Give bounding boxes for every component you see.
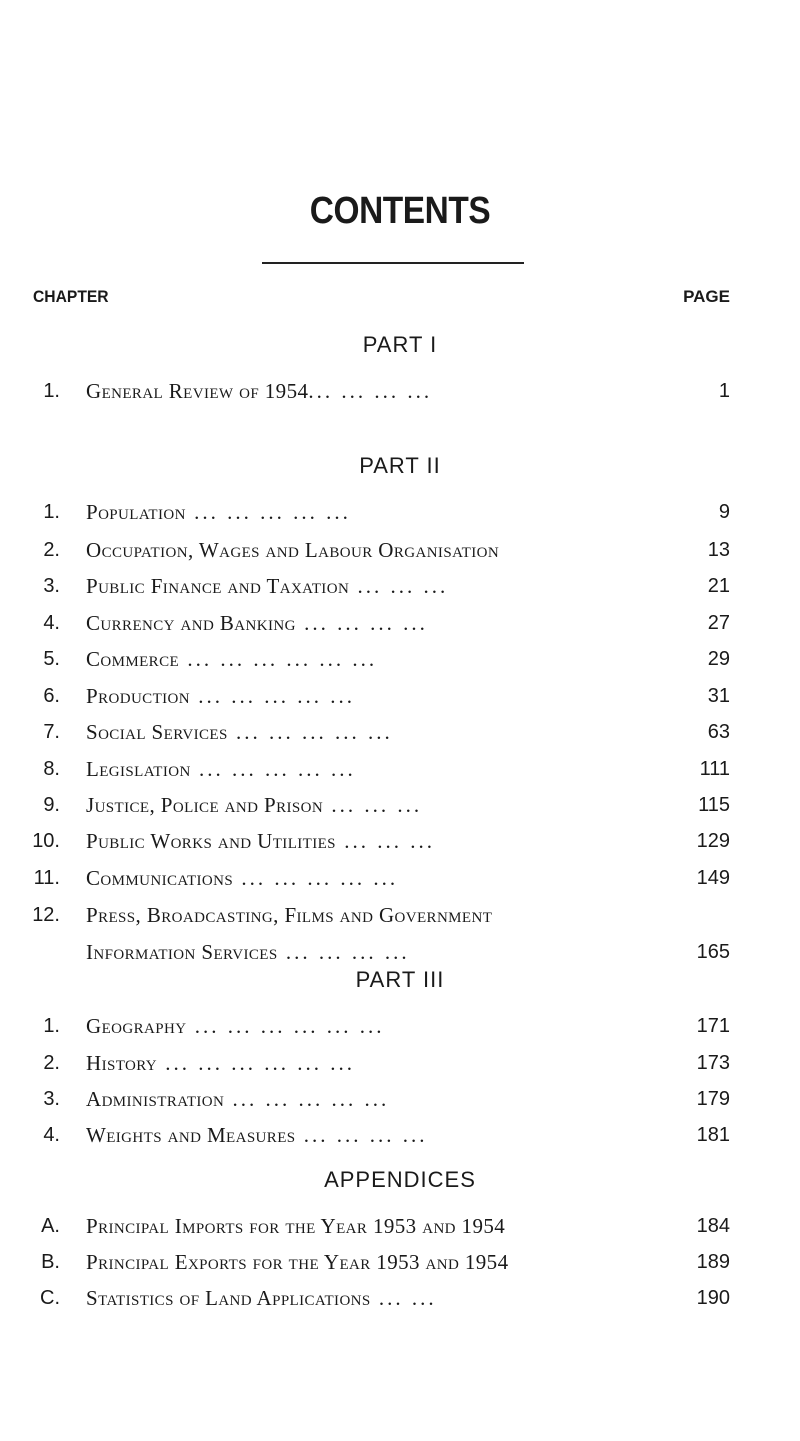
chapter-title: Information Services ... ... ... ... xyxy=(86,940,410,964)
toc-entry[interactable] xyxy=(0,375,800,407)
leader-dots: ... ... ... ... ... xyxy=(224,1087,390,1111)
leader-dots: ... ... ... xyxy=(323,793,423,817)
page-number: 179 xyxy=(696,1088,730,1110)
chapter-title: Principal Exports for the Year 1953 and 1954 xyxy=(86,1250,509,1274)
page-title: CONTENTS xyxy=(309,190,491,232)
chapter-title: Statistics of Land Applications ... ... xyxy=(86,1286,437,1310)
part-heading: PART III xyxy=(355,967,445,992)
toc-entry[interactable] xyxy=(0,789,800,821)
page-number: 111 xyxy=(699,758,730,780)
toc-entry[interactable] xyxy=(0,716,800,748)
page-number: 115 xyxy=(698,794,730,816)
page-number: 27 xyxy=(707,612,730,634)
part-heading: PART II xyxy=(359,453,441,478)
chapter-title: Occupation, Wages and Labour Organisation xyxy=(86,538,500,562)
leader-dots: ... ... ... ... ... xyxy=(190,757,356,781)
chapter-title: Communications ... ... ... ... ... xyxy=(86,866,399,890)
toc-entry[interactable] xyxy=(0,534,800,566)
leader-dots: ... ... ... ... xyxy=(295,611,428,635)
leader-dots: ... ... ... ... ... xyxy=(185,500,351,524)
chapter-title: Currency and Banking ... ... ... ... xyxy=(86,611,428,635)
part-heading: APPENDICES xyxy=(324,1167,476,1192)
chapter-number: 9. xyxy=(43,794,60,816)
chapter-title: Press, Broadcasting, Films and Government xyxy=(86,903,493,927)
toc-entry[interactable] xyxy=(0,936,800,968)
page-number: 31 xyxy=(707,685,730,707)
page-number: 173 xyxy=(696,1052,730,1074)
chapter-number: 8. xyxy=(43,758,60,780)
page-number: 189 xyxy=(696,1251,730,1273)
chapter-title: Social Services ... ... ... ... ... xyxy=(86,720,393,744)
chapter-number: 2. xyxy=(43,1052,60,1074)
chapter-title: Commerce ... ... ... ... ... ... xyxy=(86,647,378,671)
leader-dots: ... ... ... ... ... xyxy=(190,684,356,708)
leader-dots: ... ... ... ... xyxy=(308,379,433,403)
page-number: 1 xyxy=(718,380,730,402)
chapter-title: Public Finance and Taxation ... ... ... xyxy=(86,574,449,598)
toc-entry[interactable] xyxy=(0,570,800,602)
title-rule xyxy=(262,262,524,264)
chapter-number: 3. xyxy=(43,575,60,597)
chapter-title: Weights and Measures ... ... ... ... xyxy=(86,1123,428,1147)
page-number: 171 xyxy=(696,1015,730,1037)
part-heading: PART I xyxy=(362,332,438,357)
chapter-number: 7. xyxy=(43,721,60,743)
toc-entry[interactable] xyxy=(0,680,800,712)
toc-entry[interactable] xyxy=(0,1010,800,1042)
page-number: 29 xyxy=(707,648,730,670)
leader-dots: ... ... ... ... ... xyxy=(227,720,393,744)
chapter-title: Administration ... ... ... ... ... xyxy=(86,1087,390,1111)
page-number: 184 xyxy=(696,1215,730,1237)
leader-dots: ... ... xyxy=(370,1286,437,1310)
chapter-title: Production ... ... ... ... ... xyxy=(86,684,356,708)
chapter-title: General Review of 1954... ... ... ... xyxy=(86,379,433,403)
chapter-title: Public Works and Utilities ... ... ... xyxy=(86,829,435,853)
leader-dots: ... ... ... ... ... xyxy=(233,866,399,890)
toc-entry[interactable] xyxy=(0,1047,800,1079)
leader-dots: ... ... ... xyxy=(335,829,435,853)
chapter-number: 1. xyxy=(43,380,60,402)
toc-entry[interactable] xyxy=(0,1210,800,1242)
toc-entry[interactable] xyxy=(0,607,800,639)
page-number: 181 xyxy=(696,1124,730,1146)
leader-dots: ... ... ... ... ... ... xyxy=(179,647,378,671)
chapter-number: 12. xyxy=(32,904,60,926)
page-number: 129 xyxy=(696,830,730,852)
toc-entry[interactable] xyxy=(0,1282,800,1314)
toc-entry[interactable] xyxy=(0,753,800,785)
chapter-number: 4. xyxy=(43,1124,60,1146)
toc-entry[interactable] xyxy=(0,496,800,528)
chapter-number: 2. xyxy=(43,539,60,561)
chapter-number: A. xyxy=(41,1215,60,1237)
page-number: 63 xyxy=(707,721,730,743)
chapter-number: 4. xyxy=(43,612,60,634)
chapter-column-header: CHAPTER xyxy=(33,287,109,306)
chapter-title: Geography ... ... ... ... ... ... xyxy=(86,1014,385,1038)
leader-dots: ... ... ... ... ... ... xyxy=(157,1051,356,1075)
leader-dots: ... ... ... xyxy=(349,574,449,598)
toc-entry[interactable] xyxy=(0,899,800,931)
page-number: 9 xyxy=(718,501,730,523)
chapter-number: 1. xyxy=(43,1015,60,1037)
toc-entry[interactable] xyxy=(0,862,800,894)
page-column-header: PAGE xyxy=(683,287,730,306)
page-number: 190 xyxy=(696,1287,730,1309)
chapter-number: 1. xyxy=(43,501,60,523)
leader-dots: ... ... ... ... xyxy=(277,940,410,964)
toc-entry[interactable] xyxy=(0,1246,800,1278)
toc-entry[interactable] xyxy=(0,1119,800,1151)
page-number: 21 xyxy=(707,575,730,597)
chapter-number: 10. xyxy=(32,830,60,852)
toc-entry[interactable] xyxy=(0,1083,800,1115)
chapter-title: Justice, Police and Prison ... ... ... xyxy=(86,793,423,817)
chapter-title: History ... ... ... ... ... ... xyxy=(86,1051,356,1075)
chapter-title: Legislation ... ... ... ... ... xyxy=(86,757,356,781)
chapter-number: 6. xyxy=(43,685,60,707)
chapter-title: Principal Imports for the Year 1953 and 1954 xyxy=(86,1214,506,1238)
chapter-number: 5. xyxy=(43,648,60,670)
leader-dots: ... ... ... ... ... ... xyxy=(186,1014,385,1038)
toc-entry[interactable] xyxy=(0,643,800,675)
page-number: 165 xyxy=(696,941,730,963)
chapter-number: 3. xyxy=(43,1088,60,1110)
page-number: 13 xyxy=(707,539,730,561)
chapter-number: 11. xyxy=(33,867,60,889)
page-number: 149 xyxy=(696,867,730,889)
chapter-number: C. xyxy=(40,1287,60,1309)
leader-dots: ... ... ... ... xyxy=(295,1123,428,1147)
toc-entry[interactable] xyxy=(0,825,800,857)
chapter-number: B. xyxy=(41,1251,60,1273)
chapter-title: Population ... ... ... ... ... xyxy=(86,500,351,524)
